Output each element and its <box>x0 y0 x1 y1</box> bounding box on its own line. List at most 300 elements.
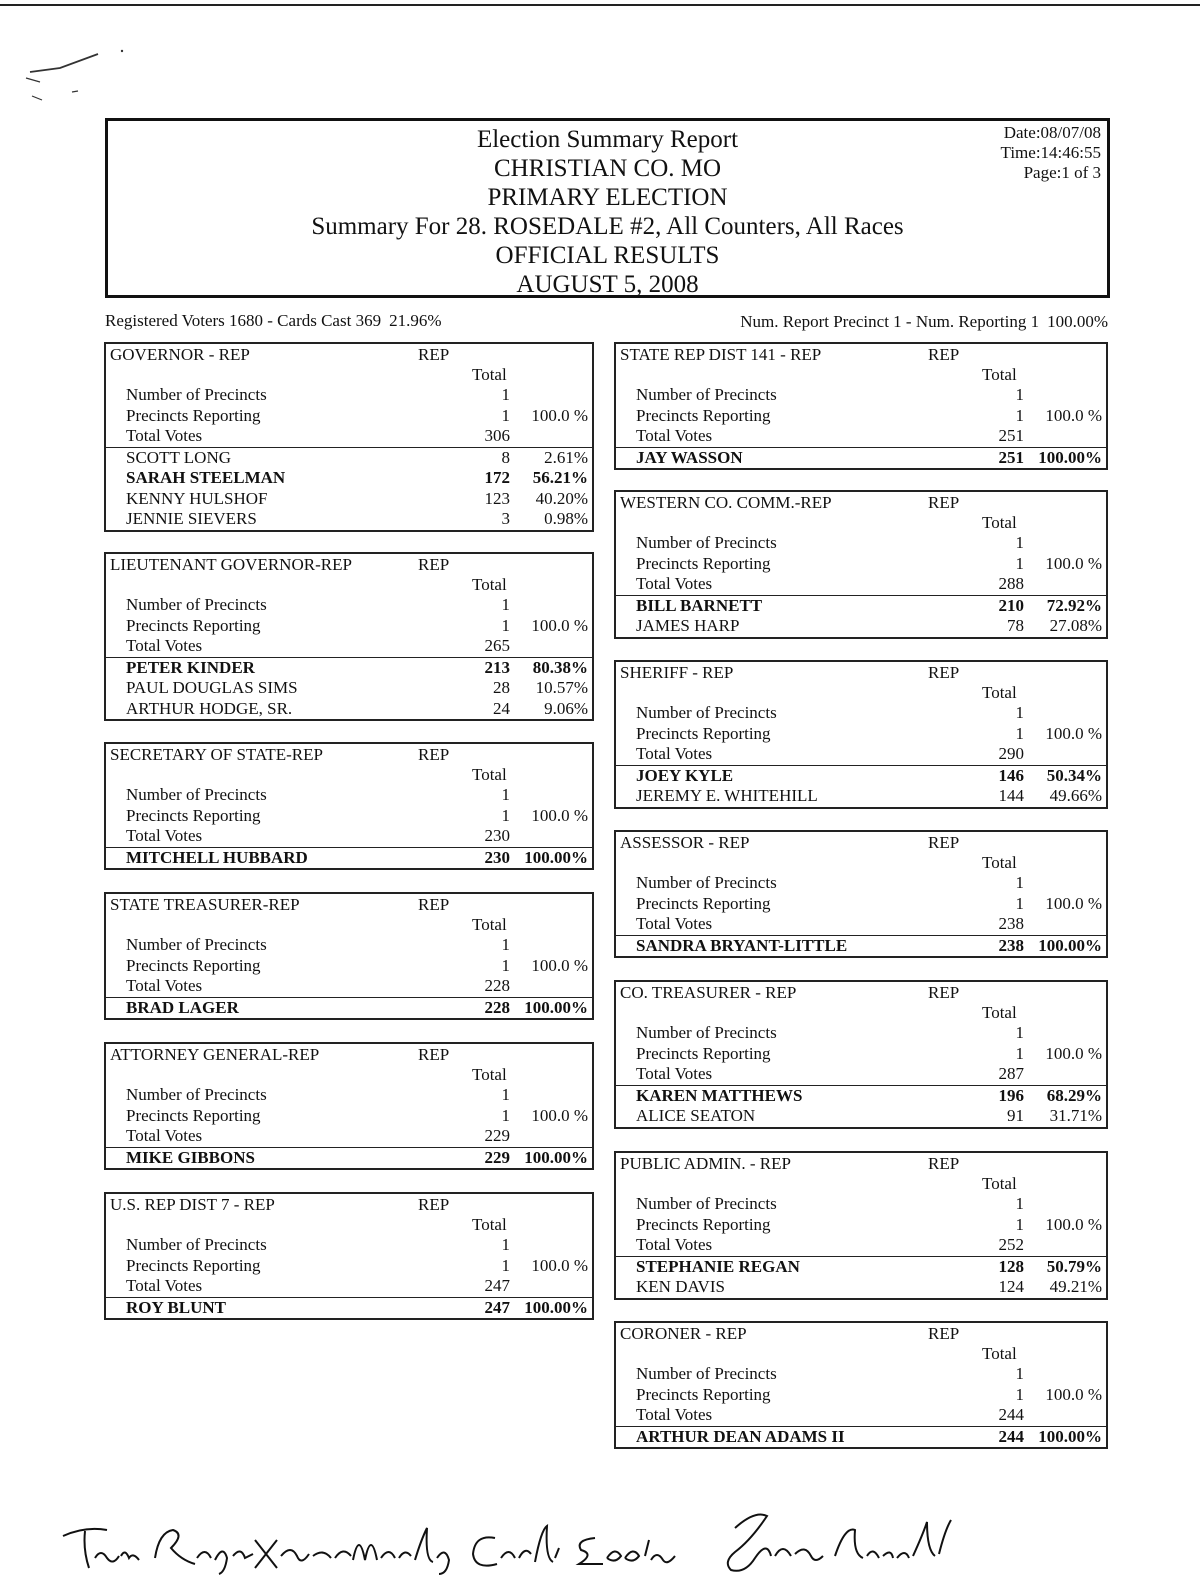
number-of-precincts-row <box>616 703 1106 724</box>
candidate-percent: 68.29% <box>1046 1085 1102 1105</box>
race-header-row <box>106 1044 592 1065</box>
candidate-row <box>106 509 592 530</box>
precincts-reporting-label: Precincts Reporting <box>126 1105 261 1125</box>
number-of-precincts-value: 1 <box>1015 703 1024 722</box>
precincts-reporting-row <box>616 406 1106 427</box>
precincts-reporting-row <box>106 616 592 637</box>
number-of-precincts-label: Number of Precincts <box>636 385 777 404</box>
total-votes-row <box>616 744 1106 765</box>
precinct-reporting-text: Num. Report Precinct 1 - Num. Reporting 1 <box>740 312 1040 331</box>
number-of-precincts-value: 1 <box>1015 873 1024 892</box>
candidate-row <box>106 468 592 489</box>
number-of-precincts-row <box>106 385 592 406</box>
race-header-row <box>106 744 592 765</box>
party-label: REP <box>418 345 450 364</box>
precincts-reporting-percent: 100.0 % <box>1045 1384 1102 1404</box>
total-column-header: Total <box>472 574 507 594</box>
candidate-name: KAREN MATTHEWS <box>636 1085 803 1105</box>
candidate-votes: 24 <box>493 698 510 718</box>
number-of-precincts-value: 1 <box>1015 533 1024 552</box>
total-votes-label: Total Votes <box>126 1276 203 1295</box>
party-label: REP <box>418 895 450 914</box>
precincts-reporting-row <box>106 1256 592 1277</box>
precincts-reporting-row <box>616 894 1106 915</box>
party-label: REP <box>418 555 450 574</box>
registered-voters-text: Registered Voters 1680 - Cards Cast 369 <box>105 311 382 330</box>
total-column-header: Total <box>982 1002 1017 1022</box>
precincts-reporting-value: 1 <box>1015 1384 1024 1404</box>
number-of-precincts-row <box>616 1194 1106 1215</box>
candidate-votes: 172 <box>484 468 510 487</box>
race-box <box>614 1321 1108 1449</box>
total-votes-label: Total Votes <box>636 1064 713 1083</box>
precincts-reporting-value: 1 <box>1015 723 1024 743</box>
candidate-row <box>616 1277 1106 1298</box>
candidate-percent: 27.08% <box>1049 616 1102 635</box>
number-of-precincts-row <box>106 1085 592 1106</box>
race-title: U.S. REP DIST 7 - REP <box>110 1195 275 1214</box>
precincts-reporting-row <box>106 1106 592 1127</box>
total-votes-value: 252 <box>998 1235 1024 1254</box>
total-votes-row <box>106 1126 592 1147</box>
candidate-row <box>106 1297 592 1319</box>
candidate-votes: 244 <box>998 1426 1024 1446</box>
total-header-row <box>106 365 592 386</box>
precincts-reporting-label: Precincts Reporting <box>636 1214 771 1234</box>
precincts-reporting-percent: 100.0 % <box>531 805 588 825</box>
candidate-votes: 78 <box>1007 616 1024 635</box>
race-header-row <box>616 1153 1106 1174</box>
total-votes-row <box>616 426 1106 447</box>
race-box <box>614 980 1108 1129</box>
number-of-precincts-value: 1 <box>1015 385 1024 404</box>
race-title: ATTORNEY GENERAL-REP <box>110 1045 320 1064</box>
number-of-precincts-label: Number of Precincts <box>636 1023 777 1042</box>
race-box <box>614 490 1108 639</box>
county-name: CHRISTIAN CO. MO <box>493 155 722 182</box>
candidate-name: JENNIE SIEVERS <box>126 509 257 528</box>
precincts-reporting-row <box>106 806 592 827</box>
party-label: REP <box>418 1195 450 1214</box>
candidate-row <box>106 657 592 679</box>
race-title: GOVERNOR - REP <box>110 345 250 364</box>
registered-voters-line <box>105 311 442 331</box>
race-header-row <box>616 662 1106 683</box>
candidate-percent: 100.00% <box>1038 935 1102 955</box>
candidate-name: PETER KINDER <box>126 657 255 677</box>
candidate-votes: 91 <box>1007 1106 1024 1125</box>
number-of-precincts-value: 1 <box>1015 1364 1024 1383</box>
turnout-percent: 21.96% <box>389 311 442 330</box>
total-votes-row <box>616 1235 1106 1256</box>
page-number: Page:1 of 3 <box>1023 163 1101 182</box>
precincts-reporting-percent: 100.0 % <box>1045 405 1102 425</box>
candidate-row <box>616 1085 1106 1107</box>
race-box <box>614 342 1108 470</box>
party-label: REP <box>928 663 960 682</box>
precincts-reporting-value: 1 <box>501 405 510 425</box>
party-label: REP <box>928 1324 960 1343</box>
race-header-row <box>106 344 592 365</box>
candidate-name: JAY WASSON <box>636 447 743 467</box>
total-header-row <box>616 1003 1106 1024</box>
candidate-votes: 230 <box>484 847 510 867</box>
total-votes-label: Total Votes <box>126 976 203 995</box>
candidate-name: MIKE GIBBONS <box>126 1147 255 1167</box>
candidate-votes: 8 <box>501 447 510 467</box>
race-title: LIEUTENANT GOVERNOR-REP <box>110 555 352 574</box>
total-votes-row <box>616 574 1106 595</box>
candidate-name: KEN DAVIS <box>636 1277 725 1296</box>
candidate-row <box>106 847 592 869</box>
number-of-precincts-value: 1 <box>1015 1194 1024 1213</box>
election-type: PRIMARY ELECTION <box>487 184 728 211</box>
total-votes-value: 228 <box>484 976 510 995</box>
total-column-header: Total <box>982 682 1017 702</box>
candidate-percent: 9.06% <box>544 698 588 718</box>
candidate-row <box>616 1106 1106 1127</box>
candidate-votes: 28 <box>493 678 510 697</box>
report-date: Date:08/07/08 <box>1003 123 1101 142</box>
total-header-row <box>616 683 1106 704</box>
candidate-votes: 124 <box>998 1277 1024 1296</box>
precincts-reporting-percent: 100.0 % <box>1045 723 1102 743</box>
precincts-reporting-value: 1 <box>501 1105 510 1125</box>
total-column-header: Total <box>982 1173 1017 1193</box>
signatures-text: Tom Rogers Karen Mosley Carla Essick Lynn Russell <box>55 1487 401 1504</box>
precincts-reporting-row <box>616 1044 1106 1065</box>
candidate-percent: 50.79% <box>1046 1256 1102 1276</box>
candidate-votes: 123 <box>484 488 510 508</box>
candidate-name: JAMES HARP <box>636 616 740 635</box>
candidate-percent: 2.61% <box>544 447 588 467</box>
precincts-reporting-value: 1 <box>1015 553 1024 573</box>
precincts-reporting-label: Precincts Reporting <box>636 1384 771 1404</box>
candidate-percent: 72.92% <box>1046 595 1102 615</box>
race-box <box>104 342 594 532</box>
precincts-reporting-value: 1 <box>1015 1043 1024 1063</box>
candidate-votes: 210 <box>998 595 1024 615</box>
race-title: STATE TREASURER-REP <box>110 895 300 914</box>
precincts-reporting-percent: 100.0 % <box>531 615 588 635</box>
candidate-votes: 229 <box>484 1147 510 1167</box>
total-column-header: Total <box>472 764 507 784</box>
candidate-votes: 144 <box>998 786 1024 805</box>
number-of-precincts-label: Number of Precincts <box>126 385 267 404</box>
race-header-row <box>616 982 1106 1003</box>
candidate-percent: 100.00% <box>1038 1426 1102 1446</box>
total-votes-value: 290 <box>998 744 1024 763</box>
total-votes-row <box>616 1405 1106 1426</box>
total-header-row <box>106 915 592 936</box>
precincts-reporting-label: Precincts Reporting <box>126 805 261 825</box>
race-header-row <box>616 344 1106 365</box>
precincts-reporting-row <box>616 1215 1106 1236</box>
total-header-row <box>616 853 1106 874</box>
total-votes-label: Total Votes <box>636 574 713 593</box>
number-of-precincts-label: Number of Precincts <box>126 785 267 804</box>
precincts-reporting-row <box>106 956 592 977</box>
precincts-reporting-value: 1 <box>1015 405 1024 425</box>
candidate-percent: 49.66% <box>1049 786 1102 805</box>
total-header-row <box>616 1344 1106 1365</box>
candidate-percent: 49.21% <box>1049 1277 1102 1296</box>
total-column-header: Total <box>982 1343 1017 1363</box>
precincts-reporting-percent: 100.0 % <box>531 1105 588 1125</box>
summary-scope: Summary For 28. ROSEDALE #2, All Counters, All Races <box>311 213 904 240</box>
total-column-header: Total <box>982 852 1017 872</box>
number-of-precincts-label: Number of Precincts <box>636 1194 777 1213</box>
candidate-votes: 238 <box>998 935 1024 955</box>
total-votes-row <box>106 976 592 997</box>
race-title: WESTERN CO. COMM.-REP <box>620 493 832 512</box>
number-of-precincts-row <box>616 533 1106 554</box>
total-column-header: Total <box>472 364 507 384</box>
total-votes-value: 238 <box>998 914 1024 933</box>
candidate-votes: 146 <box>998 765 1024 785</box>
number-of-precincts-value: 1 <box>1015 1023 1024 1042</box>
total-votes-label: Total Votes <box>126 1126 203 1145</box>
number-of-precincts-label: Number of Precincts <box>126 935 267 954</box>
report-title-block <box>108 125 1107 299</box>
number-of-precincts-label: Number of Precincts <box>636 703 777 722</box>
candidate-row <box>616 1256 1106 1278</box>
number-of-precincts-row <box>616 1023 1106 1044</box>
candidate-percent: 100.00% <box>524 1147 588 1167</box>
race-title: STATE REP DIST 141 - REP <box>620 345 822 364</box>
number-of-precincts-label: Number of Precincts <box>126 595 267 614</box>
total-votes-value: 306 <box>484 426 510 445</box>
candidate-votes: 3 <box>501 509 510 528</box>
candidate-name: MITCHELL HUBBARD <box>126 847 308 867</box>
party-label: REP <box>418 1045 450 1064</box>
party-label: REP <box>418 745 450 764</box>
total-votes-row <box>106 1276 592 1297</box>
candidate-row <box>616 447 1106 469</box>
total-votes-label: Total Votes <box>636 914 713 933</box>
candidate-name: KENNY HULSHOF <box>126 488 268 508</box>
precincts-reporting-label: Precincts Reporting <box>126 955 261 975</box>
race-title: ASSESSOR - REP <box>620 833 750 852</box>
candidate-percent: 10.57% <box>535 678 588 697</box>
total-votes-value: 287 <box>998 1064 1024 1083</box>
total-header-row <box>616 365 1106 386</box>
total-votes-value: 247 <box>484 1276 510 1295</box>
precincts-reporting-value: 1 <box>1015 893 1024 913</box>
candidate-name: SANDRA BRYANT-LITTLE <box>636 935 848 955</box>
total-header-row <box>616 513 1106 534</box>
race-header-row <box>616 832 1106 853</box>
candidate-name: BRAD LAGER <box>126 997 239 1017</box>
candidate-name: ARTHUR HODGE, SR. <box>126 698 293 718</box>
total-votes-row <box>616 1064 1106 1085</box>
precincts-reporting-label: Precincts Reporting <box>126 1255 261 1275</box>
party-label: REP <box>928 1154 960 1173</box>
precincts-reporting-value: 1 <box>1015 1214 1024 1234</box>
number-of-precincts-value: 1 <box>501 935 510 954</box>
race-box <box>614 830 1108 958</box>
number-of-precincts-row <box>616 873 1106 894</box>
number-of-precincts-row <box>106 595 592 616</box>
candidate-percent: 100.00% <box>524 1297 588 1317</box>
total-column-header: Total <box>472 914 507 934</box>
race-title: PUBLIC ADMIN. - REP <box>620 1154 791 1173</box>
candidate-row <box>106 699 592 720</box>
candidate-percent: 50.34% <box>1046 765 1102 785</box>
candidate-name: ROY BLUNT <box>126 1297 226 1317</box>
total-column-header: Total <box>472 1214 507 1234</box>
precincts-reporting-label: Precincts Reporting <box>636 405 771 425</box>
number-of-precincts-label: Number of Precincts <box>636 873 777 892</box>
precincts-reporting-percent: 100.0 % <box>531 405 588 425</box>
number-of-precincts-value: 1 <box>501 785 510 804</box>
precincts-reporting-value: 1 <box>501 1255 510 1275</box>
candidate-name: JEREMY E. WHITEHILL <box>636 786 818 805</box>
number-of-precincts-label: Number of Precincts <box>636 1364 777 1383</box>
total-votes-value: 229 <box>484 1126 510 1145</box>
total-votes-value: 288 <box>998 574 1024 593</box>
race-box <box>104 552 594 721</box>
candidate-percent: 100.00% <box>1038 447 1102 467</box>
candidate-votes: 251 <box>998 447 1024 467</box>
precincts-reporting-row <box>616 724 1106 745</box>
precincts-reporting-percent: 100.0 % <box>1045 893 1102 913</box>
precincts-reporting-row <box>106 406 592 427</box>
candidate-row <box>616 765 1106 787</box>
total-column-header: Total <box>472 1064 507 1084</box>
total-votes-label: Total Votes <box>126 636 203 655</box>
candidate-name: ALICE SEATON <box>636 1106 756 1125</box>
total-header-row <box>106 575 592 596</box>
total-votes-label: Total Votes <box>636 744 713 763</box>
precincts-reporting-label: Precincts Reporting <box>636 893 771 913</box>
report-title: Election Summary Report <box>476 126 739 153</box>
candidate-votes: 247 <box>484 1297 510 1317</box>
total-votes-row <box>106 826 592 847</box>
candidate-row <box>616 1426 1106 1448</box>
party-label: REP <box>928 493 960 512</box>
candidate-percent: 100.00% <box>524 847 588 867</box>
report-time: Time:14:46:55 <box>1000 143 1101 162</box>
candidate-name: STEPHANIE REGAN <box>636 1256 800 1276</box>
total-header-row <box>106 1215 592 1236</box>
number-of-precincts-label: Number of Precincts <box>126 1235 267 1254</box>
report-header <box>105 118 1110 298</box>
candidate-row <box>616 595 1106 617</box>
total-votes-label: Total Votes <box>636 1405 713 1424</box>
candidate-percent: 40.20% <box>535 488 588 508</box>
number-of-precincts-label: Number of Precincts <box>126 1085 267 1104</box>
total-votes-label: Total Votes <box>126 426 203 445</box>
race-title: CO. TREASURER - REP <box>620 983 797 1002</box>
precincts-reporting-label: Precincts Reporting <box>126 405 261 425</box>
precincts-reporting-value: 1 <box>501 805 510 825</box>
scan-top-edge <box>0 4 1200 6</box>
candidate-percent: 0.98% <box>544 509 588 528</box>
total-header-row <box>616 1174 1106 1195</box>
precincts-reporting-row <box>616 1385 1106 1406</box>
precincts-reporting-label: Precincts Reporting <box>636 1043 771 1063</box>
signatures <box>55 1487 955 1576</box>
candidate-row <box>616 786 1106 807</box>
candidate-name: PAUL DOUGLAS SIMS <box>126 678 298 697</box>
number-of-precincts-row <box>106 1235 592 1256</box>
candidate-votes: 213 <box>484 657 510 677</box>
precincts-reporting-percent: 100.0 % <box>531 1255 588 1275</box>
total-votes-label: Total Votes <box>636 1235 713 1254</box>
number-of-precincts-row <box>616 1364 1106 1385</box>
candidate-row <box>106 997 592 1019</box>
precinct-reporting-line <box>740 312 1108 332</box>
race-box <box>104 1192 594 1320</box>
party-label: REP <box>928 833 960 852</box>
candidate-percent: 31.71% <box>1049 1106 1102 1125</box>
party-label: REP <box>928 983 960 1002</box>
total-votes-row <box>106 636 592 657</box>
precincts-reporting-percent: 100.0 % <box>531 955 588 975</box>
precincts-reporting-value: 1 <box>501 615 510 635</box>
race-header-row <box>616 1323 1106 1344</box>
total-votes-row <box>616 914 1106 935</box>
candidate-votes: 228 <box>484 997 510 1017</box>
precincts-reporting-label: Precincts Reporting <box>636 553 771 573</box>
candidate-row <box>106 1147 592 1169</box>
total-votes-row <box>106 426 592 447</box>
total-votes-label: Total Votes <box>636 426 713 445</box>
total-votes-value: 265 <box>484 636 510 655</box>
total-header-row <box>106 765 592 786</box>
precincts-reporting-label: Precincts Reporting <box>126 615 261 635</box>
candidate-row <box>616 935 1106 957</box>
precincts-reporting-label: Precincts Reporting <box>636 723 771 743</box>
race-box <box>614 1151 1108 1300</box>
party-label: REP <box>928 345 960 364</box>
candidate-row <box>106 447 592 469</box>
candidate-name: BILL BARNETT <box>636 595 763 615</box>
race-box <box>104 892 594 1020</box>
precincts-reporting-value: 1 <box>501 955 510 975</box>
candidate-name: SARAH STEELMAN <box>126 468 286 487</box>
race-header-row <box>616 492 1106 513</box>
total-votes-value: 230 <box>484 826 510 845</box>
race-box <box>614 660 1108 809</box>
race-header-row <box>106 554 592 575</box>
number-of-precincts-value: 1 <box>501 1235 510 1254</box>
precincts-reporting-percent: 100.0 % <box>1045 1043 1102 1063</box>
candidate-row <box>106 678 592 699</box>
race-title: SHERIFF - REP <box>620 663 734 682</box>
candidate-votes: 196 <box>998 1085 1024 1105</box>
candidate-percent: 100.00% <box>524 997 588 1017</box>
candidate-name: ARTHUR DEAN ADAMS II <box>636 1426 845 1446</box>
total-column-header: Total <box>982 512 1017 532</box>
candidate-name: JOEY KYLE <box>636 765 734 785</box>
total-votes-value: 244 <box>998 1405 1024 1424</box>
total-votes-value: 251 <box>998 426 1024 445</box>
number-of-precincts-value: 1 <box>501 595 510 614</box>
candidate-percent: 80.38% <box>532 657 588 677</box>
candidate-row <box>106 489 592 510</box>
number-of-precincts-value: 1 <box>501 1085 510 1104</box>
candidate-row <box>616 616 1106 637</box>
total-header-row <box>106 1065 592 1086</box>
candidate-name: SCOTT LONG <box>126 447 231 467</box>
candidate-percent: 56.21% <box>532 468 588 487</box>
report-meta <box>1001 123 1101 183</box>
total-votes-label: Total Votes <box>126 826 203 845</box>
race-box <box>104 1042 594 1170</box>
precincts-reporting-percent: 100.0 % <box>1045 1214 1102 1234</box>
